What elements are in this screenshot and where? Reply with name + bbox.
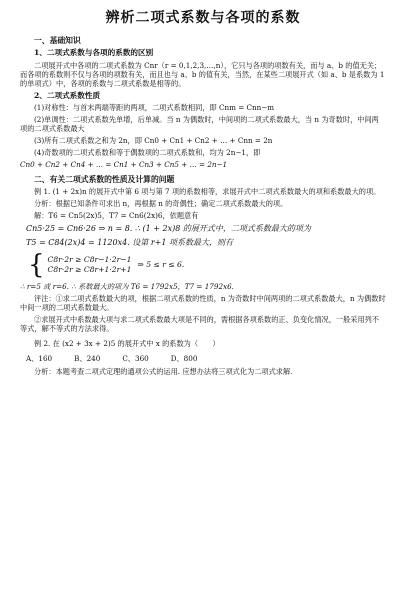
section-heading-basics: 一、基础知识 <box>34 35 81 45</box>
paragraph-difference: 二项展开式中各项的二项式系数为 Cnr（r = 0,1,2,3,…,n），它只与各项的项数有关，而与 a、b 的值无关；而各项的系数则不仅与各项的项数有关，而且也与 a、b 的值有关，当然，在某些二项展开式（如 a、b 是系数为 1 的单项式）中，各项的系数与二项式系数是相等的。 <box>20 60 385 88</box>
option-b: B、240 <box>74 353 101 363</box>
option-a: A、160 <box>26 353 53 363</box>
solution-1: 解：T6 = Cn5(2x)5，T7 = Cn6(2x)6，依题意有 <box>34 210 199 220</box>
equation-1: Cn5·25 = Cn6·26 ⇒ n = 8. ∴ (1 + 2x)8 的展开式中，二项式系数最大的项为 <box>26 223 311 233</box>
property-monotonicity: (2)单调性：二项式系数先单增，后单减。当 n 为偶数时，中间项的二项式系数最大，当 n 为奇数时，中间两项的二项式系数最大 <box>20 115 379 134</box>
inequality-system <box>28 249 386 280</box>
example-1: 例 1. (1 + 2x)n 的展开式中第 6 项与第 7 项的系数相等，求展开式中二项式系数最大的项和系数最大的项。 <box>34 186 381 196</box>
option-c: C、360 <box>122 353 149 363</box>
subheading-difference: 1、二项式系数与各项的系数的区别 <box>34 48 154 58</box>
review-1: 评注：①求二项式系数最大的项，根据二项式系数的性质，n 为奇数时中间两项的二项式系数最大，n 为偶数时中间一项的二项式系数最大。 <box>20 293 386 312</box>
subheading-properties: 2、二项式系数性质 <box>34 90 101 100</box>
analysis-2: 分析：本题考查二项式定理的通项公式的运用. 应想办法将三项式化为二项式求解. <box>34 366 293 376</box>
review-2: ②求展开式中系数最大项与求二项式系数最大项是不同的，需根据各项系数的正、负变化情况，一般采用列不等式，解不等式的方法求得。 <box>20 314 380 333</box>
page-title: 辨析二项式系数与各项的系数 <box>105 10 301 26</box>
answer-options <box>20 354 386 363</box>
option-d: D、800 <box>170 353 198 363</box>
inequality-1: C8r·2r ≥ C8r−1·2r−1 <box>47 255 132 265</box>
brace-symbol: { <box>28 249 45 280</box>
inequality-2: C8r·2r ≥ C8r+1·2r+1 <box>47 264 132 274</box>
inequality-result: ⇒ 5 ≤ r ≤ 6. <box>137 260 185 270</box>
analysis-1: 分析：根据已知条件可求出 n，再根据 n 的奇偶性；确定二项式系数最大的项。 <box>34 198 288 208</box>
property-odd-even: (4)奇数项的二项式系数和等于偶数项的二项式系数和，均为 2n−1，即 <box>34 148 261 158</box>
example-2: 例 2. 在 (x2 + 3x + 2)5 的展开式中 x 的系数为（ ） <box>34 338 220 348</box>
property-symmetry: (1)对称性：与首末两端等距的两项，二项式系数相同，即 Cnm = Cnn−m <box>34 103 275 113</box>
property-odd-even-equation: Cn0 + Cn2 + Cn4 + … = Cn1 + Cn3 + Cn5 + … = 2n−1 <box>20 160 228 170</box>
equation-2: T5 = C84(2x)4 = 1120x4. 设第 r+1 项系数最大，则有 <box>26 237 233 247</box>
property-sum: (3)所有二项式系数之和为 2n，即 Cn0 + Cn1 + Cn2 + … + Cnn = 2n <box>34 136 273 146</box>
conclusion-1: ∴ r=5 或 r=6. ∴ 系数最大的项为 T6 = 1792x5，T7 = 1792x6. <box>20 281 234 291</box>
section-heading-problems: 二、有关二项式系数的性质及计算的问题 <box>34 175 175 185</box>
